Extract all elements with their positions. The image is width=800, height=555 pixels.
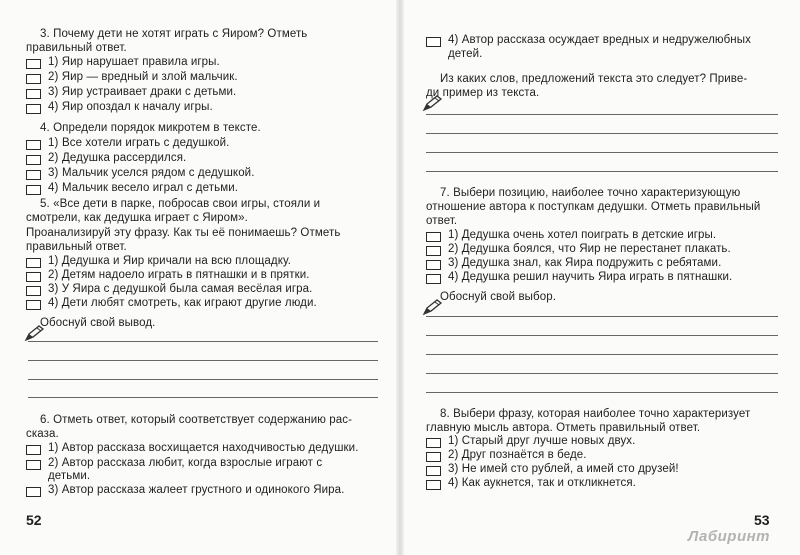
q6-text-line1: 6. Отметь ответ, который соответствует содержанию рас- <box>40 414 353 426</box>
q4-item-1: Все хотели играть с дедушкой. <box>62 137 230 149</box>
q6-evidence-line-3[interactable] <box>426 152 778 153</box>
q5-option-4: 4) Дети любят смотреть, как играют другие люди. <box>48 297 317 309</box>
q7-text-line2: отношение автора к поступкам дедушки. Отметь правильный <box>426 201 761 213</box>
q8-option-4-checkbox[interactable] <box>426 480 441 490</box>
right-page <box>404 0 800 555</box>
page-number-right: 53 <box>754 512 770 528</box>
q5-option-3: 3) У Яира с дедушкой была самая весёлая игра. <box>48 283 313 295</box>
q5-option-3-checkbox[interactable] <box>26 286 41 296</box>
q5-answer-line-4[interactable] <box>28 397 378 398</box>
q7-answer-line-2[interactable] <box>426 335 778 336</box>
q3-option-1: 1) Яир нарушает правила игры. <box>48 56 220 68</box>
q5-answer-line-2[interactable] <box>28 360 378 361</box>
q5-text-line2: смотрели, как дедушка играет с Яиром». <box>26 212 248 224</box>
q7-option-4: 4) Дедушка решил научить Яира играть в пятнашки. <box>448 271 733 283</box>
q7-option-1: 1) Дедушка очень хотел поиграть в детские игры. <box>448 229 717 241</box>
q7-text-line1: 7. Выбери позицию, наиболее точно характеризующую <box>440 187 741 199</box>
q8-option-2: 2) Друг познаётся в беде. <box>448 449 587 461</box>
q6-evidence-line-4[interactable] <box>426 171 778 172</box>
q7-answer-line-4[interactable] <box>426 373 778 374</box>
q6-option-1: 1) Автор рассказа восхищается находчивостью дедушки. <box>48 442 359 454</box>
q4-item-3-number: 3) <box>48 167 59 179</box>
q3-option-2-checkbox[interactable] <box>26 74 41 84</box>
left-page <box>0 0 396 555</box>
q7-option-1-checkbox[interactable] <box>426 232 441 242</box>
q7-justify-prompt: Обоснуй свой выбор. <box>440 291 556 303</box>
q3-option-3-checkbox[interactable] <box>26 89 41 99</box>
q3-option-4: 4) Яир опоздал к началу игры. <box>48 101 213 113</box>
q3-option-3: 3) Яир устраивает драки с детьми. <box>48 86 237 98</box>
q4-item-3: Мальчик уселся рядом с дедушкой. <box>62 167 255 179</box>
book-spine <box>396 0 404 555</box>
q6-option-3-checkbox[interactable] <box>26 487 41 497</box>
q7-answer-line-3[interactable] <box>426 354 778 355</box>
q7-option-4-checkbox[interactable] <box>426 274 441 284</box>
q8-text-line2: главную мысль автора. Отметь правильный ответ. <box>426 422 701 434</box>
pencil-icon <box>24 324 46 342</box>
q6-option-1-checkbox[interactable] <box>26 445 41 455</box>
q6-option-4: 4) Автор рассказа осуждает вредных и недружелюбных <box>448 34 751 46</box>
page-number-left: 52 <box>26 512 42 528</box>
q4-item-2-box[interactable] <box>26 155 41 165</box>
pencil-icon <box>422 94 444 112</box>
q3-option-4-checkbox[interactable] <box>26 104 41 114</box>
q6-evidence-prompt-line1: Из каких слов, предложений текста это следует? Приве- <box>440 73 748 85</box>
q8-option-1: 1) Старый друг лучше новых двух. <box>448 435 636 447</box>
q7-answer-line-1[interactable] <box>426 316 778 317</box>
q6-option-2-continued: детьми. <box>48 470 91 482</box>
q8-option-3-checkbox[interactable] <box>426 466 441 476</box>
q3-option-1-checkbox[interactable] <box>26 59 41 69</box>
q8-option-2-checkbox[interactable] <box>426 452 441 462</box>
q4-text-line1: 4. Определи порядок микротем в тексте. <box>40 122 261 134</box>
q6-option-2-checkbox[interactable] <box>26 460 41 470</box>
q5-justify-prompt: Обоснуй свой вывод. <box>40 317 156 329</box>
q6-evidence-line-1[interactable] <box>426 114 778 115</box>
watermark-logo: Лабиринт <box>688 528 771 545</box>
q4-item-1-number: 1) <box>48 137 59 149</box>
q6-evidence-prompt-line2: ди пример из текста. <box>426 87 540 99</box>
q3-text-line1: 3. Почему дети не хотят играть с Яиром? Отметь <box>40 28 308 40</box>
q5-answer-line-3[interactable] <box>28 379 378 380</box>
q5-option-2-checkbox[interactable] <box>26 272 41 282</box>
q6-option-3: 3) Автор рассказа жалеет грустного и одинокого Яира. <box>48 484 345 496</box>
q7-option-2: 2) Дедушка боялся, что Яир не перестанет плакать. <box>448 243 731 255</box>
q5-option-2: 2) Детям надоело играть в пятнашки и в прятки. <box>48 269 310 281</box>
q6-option-4-checkbox[interactable] <box>426 37 441 47</box>
q4-item-1-box[interactable] <box>26 140 41 150</box>
q7-option-2-checkbox[interactable] <box>426 246 441 256</box>
q6-option-4-continued: детей. <box>448 48 483 60</box>
q5-option-1: 1) Дедушка и Яир кричали на всю площадку. <box>48 255 291 267</box>
q8-text-line1: 8. Выбери фразу, которая наиболее точно характеризует <box>440 408 751 420</box>
q7-option-3: 3) Дедушка знал, как Яира подружить с ребятами. <box>448 257 722 269</box>
q4-item-4: Мальчик весело играл с детьми. <box>62 182 239 194</box>
q5-option-4-checkbox[interactable] <box>26 300 41 310</box>
q7-text-line3: ответ. <box>426 215 458 227</box>
q5-text-line3: Проанализируй эту фразу. Как ты её понимаешь? Отметь <box>26 227 341 239</box>
q5-text-line4: правильный ответ. <box>26 241 127 253</box>
q8-option-3: 3) Не имей сто рублей, а имей сто друзей! <box>448 463 679 475</box>
q5-answer-line-1[interactable] <box>28 341 378 342</box>
q3-text-line2: правильный ответ. <box>26 42 127 54</box>
q4-item-3-box[interactable] <box>26 170 41 180</box>
q6-text-line2: сказа. <box>26 428 59 440</box>
q8-option-4: 4) Как аукнется, так и откликнется. <box>448 477 636 489</box>
q6-evidence-line-2[interactable] <box>426 133 778 134</box>
q3-option-2: 2) Яир — вредный и злой мальчик. <box>48 71 238 83</box>
pencil-icon <box>422 298 444 316</box>
q4-item-4-number: 4) <box>48 182 59 194</box>
q4-item-2-number: 2) <box>48 152 59 164</box>
q8-option-1-checkbox[interactable] <box>426 438 441 448</box>
q4-item-2: Дедушка рассердился. <box>62 152 187 164</box>
q6-option-2: 2) Автор рассказа любит, когда взрослые играют с <box>48 457 323 469</box>
q7-option-3-checkbox[interactable] <box>426 260 441 270</box>
q4-item-4-box[interactable] <box>26 185 41 195</box>
q5-text-line1: 5. «Все дети в парке, побросав свои игры, стояли и <box>40 198 321 210</box>
q7-answer-line-5[interactable] <box>426 392 778 393</box>
q5-option-1-checkbox[interactable] <box>26 258 41 268</box>
